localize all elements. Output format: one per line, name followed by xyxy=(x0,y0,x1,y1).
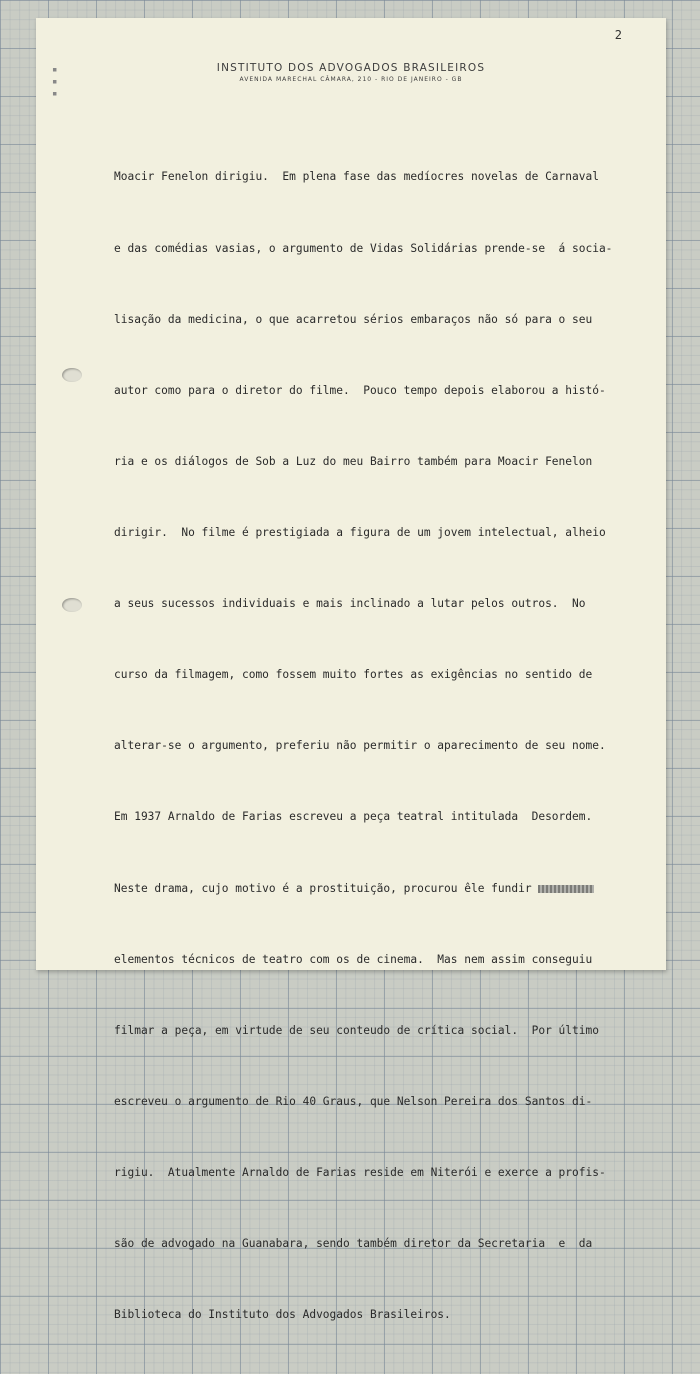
text-line: e das comédias vasias, o argumento de Vidas Solidárias prende-se á socia- xyxy=(114,241,613,255)
punch-hole xyxy=(62,598,82,612)
text-line: a seus sucessos individuais e mais inclinado a lutar pelos outros. No xyxy=(114,597,586,611)
text-line: dirigir. No filme é prestigiada a figura de um jovem intelectual, alheio xyxy=(114,525,606,539)
text-line: curso da filmagem, como fossem muito fortes as exigências no sentido de xyxy=(114,668,593,682)
text-line: ria e os diálogos de Sob a Luz do meu Bairro também para Moacir Fenelon xyxy=(114,454,593,468)
document-page xyxy=(36,18,666,1322)
typed-text-body xyxy=(114,118,612,1374)
text-line: autor como para o diretor do filme. Pouco tempo depois elaborou a histó- xyxy=(114,383,606,397)
letterhead-address: AVENIDA MARECHAL CÂMARA, 210 - RIO DE JANEIRO - GB xyxy=(239,76,463,83)
margin-mark: ▪ xyxy=(52,89,58,99)
text-line: lisação da medicina, o que acarretou sérios embaraços não só para o seu xyxy=(114,312,593,326)
margin-mark: ▪ xyxy=(52,65,58,75)
punch-hole xyxy=(62,368,82,382)
letterhead-title: INSTITUTO DOS ADVOGADOS BRASILEIROS xyxy=(216,62,486,74)
text-line: escreveu o argumento de Rio 40 Graus, que Nelson Pereira dos Santos di- xyxy=(114,1094,593,1108)
text-line: rigiu. Atualmente Arnaldo de Farias reside em Niterói e exerce a profis- xyxy=(114,1165,606,1179)
margin-mark: ▪ xyxy=(52,77,58,87)
page-number: 2 xyxy=(614,28,622,42)
letterhead xyxy=(36,62,666,83)
text-line: Biblioteca do Instituto dos Advogados Brasileiros. xyxy=(114,1308,451,1322)
text-line: são de advogado na Guanabara, sendo também diretor da Secretaria e da xyxy=(114,1237,593,1251)
text-line: alterar-se o argumento, preferiu não permitir o aparecimento de seu nome. xyxy=(114,739,606,753)
struck-out-word xyxy=(538,885,594,893)
text-line: elementos técnicos de teatro com os de cinema. Mas nem assim conseguiu xyxy=(114,952,593,966)
text-line: Moacir Fenelon dirigiu. Em plena fase das medíocres novelas de Carnaval xyxy=(114,170,599,184)
text-line: filmar a peça, em virtude de seu conteudo de crítica social. Por último xyxy=(114,1023,599,1037)
text-line-with-strikeout xyxy=(114,877,612,901)
text-line: Em 1937 Arnaldo de Farias escreveu a peça teatral intitulada Desordem. xyxy=(114,810,593,824)
text-line-part: Neste drama, cujo motivo é a prostituição, procurou êle fundir xyxy=(114,881,539,895)
